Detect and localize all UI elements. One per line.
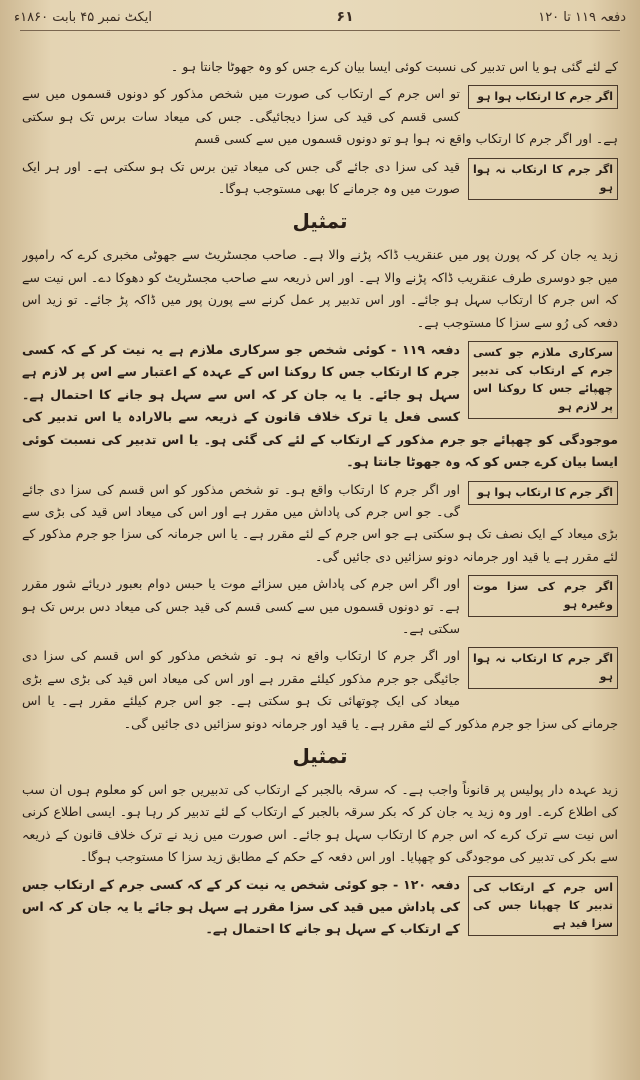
penalty-committed	[22, 479, 618, 569]
penalty-text: اور اگر جرم کا ارتکاب واقع ہو۔ تو شخص مذکور کو اس قسم کی سزا دی جائے گی۔ جو اس جرم کی پاداش میں مقرر ہے اور اس کی میعاد اس قید کی بڑی سے بڑی میعاد کے ایک نصف تک ہو سکتی ہے جو اس جرم کے لئے مقرر ہے۔ یا اس جرمانہ کی سزا جو جرم مذکور کے لئے مقرر ہے یا قید اور جرمانہ دونو سزائیں دی جائیں گی۔	[22, 481, 618, 564]
section-119	[22, 339, 618, 473]
clause-text: قید کی سزا دی جائے گی جس کی میعاد تین برس تک ہو سکتی ہے۔ اور ہر ایک صورت میں وہ جرمانے کا بھی مستوجب ہوگا۔	[22, 158, 460, 197]
section-text: دفعہ ۱۲۰ - جو کوئی شخص یہ نیت کر کے کہ کسی جرم کے ارتکاب جس کی پاداش میں قید کی سزا مقرر ہے سہل ہو جائے یا یہ جان کر کہ اس کے ارتکاب کے سہل ہو جانے کا احتمال ہے۔	[22, 876, 460, 937]
marginal-note: سرکاری ملازم جو کسی جرم کے ارتکاب کی تدبیر چھپائے جس کا روکنا اس پر لازم ہو	[468, 341, 618, 419]
header-section-range: دفعہ ۱۱۹ تا ۱۲۰	[538, 9, 626, 25]
penalty-death	[22, 573, 618, 640]
illustration-heading: تمثیل	[292, 209, 348, 234]
header-act-title: ایکٹ نمبر ۴۵ بابت ۱۸۶۰ء	[14, 9, 152, 25]
clause-committed	[22, 83, 618, 150]
penalty-text: اور اگر اس جرم کی پاداش میں سزائے موت یا حبس دوام بعبور دریائے شور مقرر ہے۔ تو دونوں قسموں میں سے کسی قسم کی قید جس کی میعاد دس برس تک ہو سکتی ہے۔	[22, 576, 460, 636]
document-body	[22, 56, 618, 1072]
page-header	[14, 6, 626, 28]
intro-paragraph: کے لئے گئی ہو یا اس تدبیر کی نسبت کوئی ایسا بیان کرے جس کو وہ جھوٹا جانتا ہو ۔	[170, 59, 618, 74]
marginal-note: اگر جرم کی سزا موت وغیرہ ہو	[468, 575, 618, 617]
illustration-text: زید یہ جان کر کہ پورن پور میں عنقریب ڈاکہ پڑنے والا ہے۔ صاحب مجسٹریٹ سے جھوٹی مخبری کرے کہ رامپور میں جو دوسری طرف عنقریب ڈاکہ پڑنے والا ہے۔ اور اس ذریعہ سے صاحب مجسٹریٹ کو دھوکا دے۔ اس نیت سے کہ اس جرم کا ارتکاب سہل ہو جائے۔ اور اس تدبیر پر عمل کرنے سے پورن پور میں ڈاکہ پڑ جائے۔ تو زید اس دفعہ کی رُو سے سزا کا مستوجب ہے۔	[22, 247, 618, 330]
illustration-heading: تمثیل	[292, 743, 348, 768]
marginal-note: اگر جرم کا ارتکاب ہوا ہو	[468, 85, 618, 109]
penalty-not-committed	[22, 645, 618, 735]
page-number: ۶۱	[336, 9, 354, 25]
section-text: دفعہ ۱۱۹ - کوئی شخص جو سرکاری ملازم ہے یہ نیت کر کے کہ کسی جرم کا ارتکاب جس کا روکنا اس کے عہدہ کے اعتبار سے اس پر لازم ہے سہل ہو جائے۔ یا یہ جان کر کہ اس سے سہل ہو جانے کا احتمال ہے۔ کسی فعل یا ترک خلاف قانون کے ذریعہ سے بالارادہ یا اس تدبیر کی موجودگی کو چھپائے جو جرم مذکور کے ارتکاب کے لئے کی گئی ہو۔ یا اس تدبیر کی نسبت کوئی ایسا بیان کرے جس کو کہ وہ جھوٹا جانتا ہو۔	[22, 342, 618, 470]
marginal-note: اگر جرم کا ارتکاب ہوا ہو	[468, 481, 618, 505]
clause-text: تو اس جرم کے ارتکاب کی صورت میں شخص مذکور کو دونوں قسموں میں سے کسی قسم کی قید کی سزا دیجائیگی۔ جس کی میعاد سات برس تک ہو سکتی ہے۔ اور اگر جرم کا ارتکاب واقع نہ ہوا ہو تو دونوں قسموں میں سے کسی قسم	[22, 86, 618, 147]
header-rule	[20, 30, 620, 31]
section-120	[22, 874, 618, 941]
marginal-note: اس جرم کے ارتکاب کی تدبیر کا چھپانا جس کی سزا قید ہے	[468, 876, 618, 936]
marginal-note: اگر جرم کا ارتکاب نہ ہوا ہو	[468, 647, 618, 689]
clause-not-committed	[22, 156, 618, 201]
marginal-note: اگر جرم کا ارتکاب نہ ہوا ہو	[468, 158, 618, 200]
illustration-text: زید عہدہ دار پولیس پر قانوناً واجب ہے۔ کہ سرقہ بالجبر کے ارتکاب کی تدبیریں جو اس کو معلوم ہوں ان سب کی اطلاع کرے۔ اور وہ زید یہ جان کر کہ بکر سرقہ بالجبر کے ارتکاب کے لئے تدبیر کر رہا ہو۔ ایسی اطلاع کرنی اس نیت سے ترک کرے کہ اس جرم کا ارتکاب سہل ہو جائے۔ اس صورت میں زید نے ترک خلاف قانون کے ذریعہ سے بکر کی تدبیر کی موجودگی کو چھپایا۔ اور اس دفعہ کے حکم کے مطابق زید سزا کا مستوجب ہوگا۔	[22, 781, 618, 865]
penalty-text: اور اگر جرم کا ارتکاب واقع نہ ہو۔ تو شخص مذکور کو اس قسم کی سزا دی جائیگی جو جرم مذکور کیلئے مقرر ہے اور اس کی میعاد اس قید کی بڑی سے بڑی میعاد کی ایک چوتھائی تک ہو سکتی ہے۔ جو اس جرم کیلئے مقرر ہے۔ یا اس جرمانے کی سزا جو جرم مذکور کے لئے مقرر ہے۔ یا قید اور جرمانہ دونو سزائیں دی جائیں گی۔	[22, 648, 618, 731]
